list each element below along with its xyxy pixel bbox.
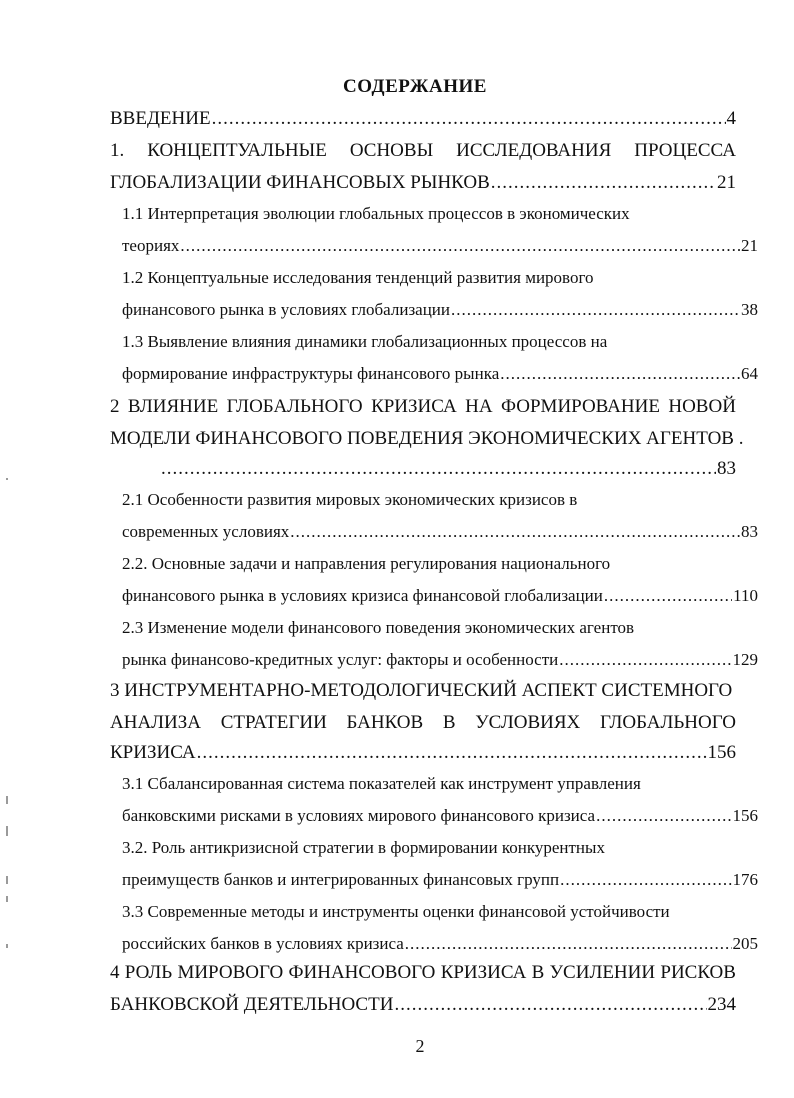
toc-intro-label: ВВЕДЕНИЕ [110,108,211,129]
toc-section-3-3-line1 [122,902,762,922]
toc-chapter-4-line1 [110,962,736,984]
toc-section-1-3-label2: формирование инфраструктуры финансового рынка [122,364,500,383]
toc-section-3-3-label2: российских банков в условиях кризиса [122,934,404,953]
toc-section-1-1-label2: теориях [122,236,180,255]
toc-section-1-1-page: 21 [741,236,758,255]
toc-section-2-3-line1 [122,618,736,638]
toc-section-2-1-page: 83 [741,522,758,541]
word: КРИЗИСА [371,396,457,417]
toc-chapter-2-line3 [160,458,736,480]
toc-chapter-3-page: 156 [707,742,736,763]
toc-section-1-2-line2 [122,300,758,320]
word: НОВОЙ [668,396,736,417]
toc-section-1-2-label: 1.2 Концептуальные исследования тенденций развития мирового [122,268,594,287]
toc-section-2-1-line1 [122,490,736,510]
word: НА [465,396,493,417]
word: УСЛОВИЯХ [475,712,581,733]
dot-leader [491,172,716,194]
word: МИРОВОГО [177,962,284,983]
page-title: СОДЕРЖАНИЕ [343,76,487,97]
toc-section-1-2-page: 38 [741,300,758,319]
word: ФОРМИРОВАНИЕ [501,396,660,417]
toc-section-1-3-label: 1.3 Выявление влияния динамики глобализационных процессов на [122,332,608,351]
toc-section-3-2-line2 [122,870,758,890]
toc-section-2-2-label: 2.2. Основные задачи и направления регулирования национального [122,554,611,573]
toc-chapter-2-page: 83 [717,458,736,479]
toc-section-2-3-page: 129 [732,650,758,669]
toc-section-3-1-label2: банковскими рисками в условиях мирового финансового кризиса [122,806,596,825]
word: 4 [110,962,120,983]
dot-leader [212,108,726,130]
toc-chapter-3-label3: КРИЗИСА [110,742,196,763]
word: СТРАТЕГИИ [220,712,327,733]
toc-section-1-2-label2: финансового рынка в условиях глобализации [122,300,450,319]
toc-section-3-2-page: 176 [732,870,758,889]
toc-section-1-3-line1 [122,332,736,352]
toc-section-2-3-line2 [122,650,758,670]
word: КРИЗИСА [440,962,527,983]
word: ВЛИЯНИЕ [127,396,219,417]
scan-speck [6,826,8,836]
word: 1. [110,140,125,161]
toc-section-2-2-label2: финансового рынка в условиях кризиса финансовой глобализации [122,586,603,605]
toc-chapter-4-label: БАНКОВСКОЙ ДЕЯТЕЛЬНОСТИ [110,994,394,1015]
scan-speck [6,478,8,480]
toc-section-3-1-line1 [122,774,736,794]
dot-leader [161,458,716,480]
toc-chapter-3-line2 [110,712,736,734]
toc-section-3-3-page: 205 [732,934,758,953]
toc-section-2-1-label2: современных условиях [122,522,290,541]
toc-chapter-2-line1 [110,396,736,418]
toc-section-3-2-line1 [122,838,736,858]
word: АНАЛИЗА [110,712,202,733]
word: В [442,712,456,733]
page-number: 2 [415,1036,425,1056]
toc-chapter-2-line2 [110,428,744,450]
toc-chapter-1-line2 [110,172,736,194]
dot-leader [290,522,740,542]
toc-chapter-4-page: 234 [707,994,736,1015]
toc-chapter-4-line2 [110,994,736,1016]
toc-chapter-1-label: ГЛОБАЛИЗАЦИИ ФИНАНСОВЫХ РЫНКОВ [110,172,490,193]
toc-entry-intro [110,108,736,130]
word: ОСНОВЫ [349,140,434,161]
word: БАНКОВ [346,712,424,733]
dot-leader [560,870,731,890]
toc-section-1-3-page: 64 [741,364,758,383]
toc-chapter-2-label: МОДЕЛИ ФИНАНСОВОГО ПОВЕДЕНИЯ ЭКОНОМИЧЕСКИХ АГЕНТОВ . [110,428,744,449]
dot-leader [197,742,707,764]
toc-section-3-2-label: 3.2. Роль антикризисной стратегии в формировании конкурентных [122,838,605,857]
word: КОНЦЕПТУАЛЬНЫЕ [147,140,327,161]
toc-chapter-3-label: 3 ИНСТРУМЕНТАРНО-МЕТОДОЛОГИЧЕСКИЙ АСПЕКТ СИСТЕМНОГО [110,680,733,701]
word: РОЛЬ [124,962,173,983]
dot-leader [604,586,732,606]
toc-section-2-3-label2: рынка финансово-кредитных услуг: факторы и особенности [122,650,559,669]
toc-chapter-1-page: 21 [717,172,736,193]
word: 2 [110,396,120,417]
toc-section-1-2-line1 [122,268,736,288]
word: ИССЛЕДОВАНИЯ [456,140,612,161]
toc-section-3-2-label2: преимуществ банков и интегрированных финансовых групп [122,870,560,889]
toc-section-1-1-line2 [122,236,758,256]
word: РИСКОВ [660,962,736,983]
toc-chapter-1-line1 [110,140,736,162]
dot-leader [394,994,706,1016]
scan-speck [6,896,8,902]
word: В [531,962,545,983]
toc-chapter-3-line3 [110,742,736,764]
toc-section-1-3-line2 [122,364,758,384]
toc-section-2-2-page: 110 [733,586,758,605]
dot-leader [559,650,731,670]
scan-speck [6,876,8,884]
toc-chapter-3-line1 [110,680,736,702]
toc-section-1-1-line1 [122,204,736,224]
toc-section-3-3-line2 [122,934,758,954]
toc-section-2-2-line1 [122,554,736,574]
dot-leader [451,300,740,320]
toc-intro-page: 4 [726,108,736,129]
toc-section-2-1-label: 2.1 Особенности развития мировых экономических кризисов в [122,490,578,509]
word: ФИНАНСОВОГО [288,962,436,983]
toc-section-3-1-page: 156 [732,806,758,825]
word: ГЛОБАЛЬНОГО [599,712,736,733]
word: ПРОЦЕССА [634,140,736,161]
toc-section-1-1-label: 1.1 Интерпретация эволюции глобальных процессов в экономических [122,204,630,223]
scan-speck [6,796,8,804]
dot-leader [180,236,740,256]
word: ГЛОБАЛЬНОГО [226,396,363,417]
dot-leader [405,934,732,954]
scan-speck [6,944,8,948]
dot-leader [500,364,740,384]
toc-section-3-1-label: 3.1 Сбалансированная система показателей как инструмент управления [122,774,641,793]
dot-leader [596,806,731,826]
toc-section-2-1-line2 [122,522,758,542]
toc-section-3-1-line2 [122,806,758,826]
toc-section-2-3-label: 2.3 Изменение модели финансового поведения экономических агентов [122,618,635,637]
toc-section-2-2-line2 [122,586,758,606]
toc-section-3-3-label: 3.3 Современные методы и инструменты оценки финансовой устойчивости [122,902,670,921]
word: УСИЛЕНИИ [549,962,656,983]
